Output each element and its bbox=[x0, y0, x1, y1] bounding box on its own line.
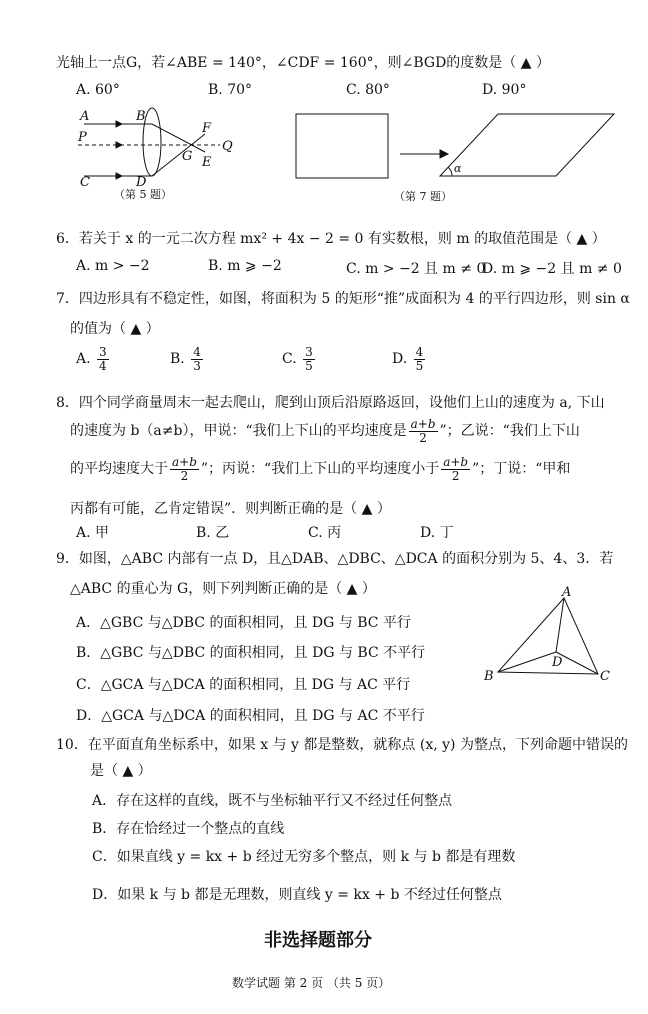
rectangle bbox=[296, 114, 388, 178]
label-a: A bbox=[80, 109, 90, 124]
q9-stem-line2: △ABC 的重心为 G，则下列判断正确的是（ ▲ ） bbox=[70, 581, 376, 597]
label-g: G bbox=[182, 149, 193, 164]
triangle-abc bbox=[498, 598, 598, 674]
q7-stem-line2: 的值为（ ▲ ） bbox=[70, 321, 160, 337]
angle-arc bbox=[448, 167, 452, 176]
q10-option-c: C．如果直线 y = kx + b 经过无穷多个整点，则 k 与 b 都是有理数 bbox=[92, 849, 516, 865]
q8-stem-line2: 的速度为 b（a≠b），甲说：“我们上下山的平均速度是 $\frac{a+b}{2}$ ”；乙说：“我们上下山 bbox=[70, 417, 580, 445]
lens-shape bbox=[143, 108, 161, 176]
q7-rect-parallelogram-figure bbox=[288, 106, 618, 206]
label-e: E bbox=[202, 155, 212, 170]
page-footer: 数学试题 第 2 页 （共 5 页） bbox=[232, 976, 391, 990]
q9-triangle-figure bbox=[480, 584, 620, 688]
q9-option-d: D．△GCA 与△DCA 的面积相同，且 DG 与 AC 不平行 bbox=[76, 708, 425, 724]
label-d: D bbox=[552, 655, 563, 670]
q10-option-a: A．存在这样的直线，既不与坐标轴平行又不经过任何整点 bbox=[92, 793, 453, 809]
q5-figure-caption: （第 5 题） bbox=[114, 188, 172, 200]
q8-option-c: C. 丙 bbox=[308, 525, 342, 541]
q6-stem: 6．若关于 x 的一元二次方程 mx² + 4x − 2 = 0 有实数根，则 m 的取值范围是（ ▲ ） bbox=[56, 231, 606, 247]
arrow-a bbox=[116, 121, 122, 127]
arrow-p bbox=[116, 142, 122, 148]
q8-option-a: A. 甲 bbox=[76, 525, 110, 541]
q8-option-d: D. 丁 bbox=[420, 525, 454, 541]
q6-option-a: A. m > −2 bbox=[76, 258, 150, 274]
q9-stem-line1: 9．如图，△ABC 内部有一点 D，且△DAB、△DBC、△DCA 的面积分别为 5、4、3．若 bbox=[56, 551, 614, 567]
q6-option-b: B. m ⩾ −2 bbox=[208, 258, 282, 274]
push-arrow-head bbox=[440, 150, 448, 158]
q7-option-a: A. $\frac{3}{4}$ bbox=[76, 345, 107, 373]
q9-option-a: A．△GBC 与△DBC 的面积相同，且 DG 与 BC 平行 bbox=[76, 615, 411, 631]
arrow-c bbox=[116, 173, 122, 179]
label-f: F bbox=[202, 121, 212, 136]
label-b: B bbox=[136, 109, 146, 124]
q10-option-b: B．存在恰经过一个整点的直线 bbox=[92, 821, 285, 837]
label-a: A bbox=[562, 585, 572, 600]
q6-option-d: D. m ⩾ −2 且 m ≠ 0 bbox=[482, 261, 622, 277]
q8-option-b: B. 乙 bbox=[196, 525, 230, 541]
parallelogram bbox=[440, 114, 614, 176]
q7-option-d: D. $\frac{4}{5}$ bbox=[392, 345, 424, 373]
q8-stem-line3: 的平均速度大于 $\frac{a+b}{2}$ ”；丙说：“我们上下山的平均速度小于 $\frac{a+b}{2}$ ”；丁说：“甲和 bbox=[70, 455, 571, 483]
q6-option-c: C. m > −2 且 m ≠ 0 bbox=[346, 261, 486, 277]
q5-option-b: B. 70° bbox=[208, 82, 253, 98]
section-title: 非选择题部分 bbox=[264, 930, 372, 951]
q5-stem: 光轴上一点G，若∠ABE = 140°，∠CDF = 160°，则∠BGD的度数是（ ▲ ） bbox=[56, 55, 550, 71]
label-b: B bbox=[484, 669, 494, 684]
q7-option-b: B. $\frac{4}{3}$ bbox=[170, 345, 201, 373]
q8-stem-line1: 8．四个同学商量周末一起去爬山，爬到山顶后沿原路返回，设他们上山的速度为 a, 下山 bbox=[56, 395, 605, 411]
q9-option-b: B．△GBC 与△DBC 的面积相同，且 DG 与 BC 不平行 bbox=[76, 645, 426, 661]
angle-alpha-label: α bbox=[454, 162, 462, 175]
label-c: C bbox=[80, 175, 90, 190]
q5-lens-figure bbox=[70, 104, 250, 200]
q8-stem-line4: 丙都有可能，乙肯定错误”．则判断正确的是（ ▲ ） bbox=[70, 501, 391, 517]
q9-option-c: C．△GCA 与△DCA 的面积相同，且 DG 与 AC 平行 bbox=[76, 677, 411, 693]
q10-stem-line2: 是（ ▲ ） bbox=[90, 763, 152, 779]
q10-option-d: D．如果 k 与 b 都是无理数，则直线 y = kx + b 不经过任何整点 bbox=[92, 887, 502, 903]
label-q: Q bbox=[222, 139, 233, 154]
label-d: D bbox=[136, 175, 147, 190]
q7-option-c: C. $\frac{3}{5}$ bbox=[282, 345, 313, 373]
q5-option-d: D. 90° bbox=[482, 82, 527, 98]
q5-option-c: C. 80° bbox=[346, 82, 390, 98]
q7-figure-caption: （第 7 题） bbox=[394, 190, 452, 203]
q10-stem-line1: 10．在平面直角坐标系中，如果 x 与 y 都是整数，就称点 (x, y) 为整点，下列命题中错误的 bbox=[56, 737, 628, 753]
label-c: C bbox=[600, 669, 610, 684]
label-p: P bbox=[78, 130, 87, 145]
q5-option-a: A. 60° bbox=[76, 82, 120, 98]
ray-b-e bbox=[152, 124, 205, 152]
q7-stem-line1: 7．四边形具有不稳定性，如图，将面积为 5 的矩形“推”成面积为 4 的平行四边形，则 sin α bbox=[56, 291, 630, 307]
